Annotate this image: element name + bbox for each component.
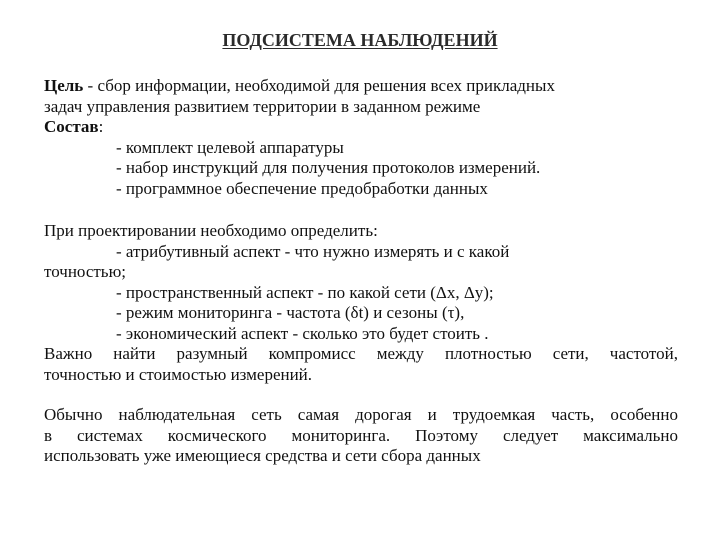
design-item-4: - экономический аспект - сколько это будет стоить . <box>116 323 489 343</box>
composition-item: - комплект целевой аппаратуры <box>116 137 344 157</box>
composition-label: Состав <box>44 117 99 136</box>
goal-line-2: задач управления развитием территории в заданном режиме <box>44 96 481 116</box>
design-conclusion-line-1: Важно найти разумный компромисс между плотностью сети, частотой, <box>44 344 678 363</box>
composition-item: - программное обеспечение предобработки данных <box>116 178 488 198</box>
note-line-1: Обычно наблюдательная сеть самая дорогая и трудоемкая часть, особенно <box>44 405 678 424</box>
goal-label: Цель <box>44 76 84 95</box>
composition-heading <box>44 117 678 138</box>
composition-item: - набор инструкций для получения протоколов измерений. <box>116 158 541 177</box>
goal-text-1: - сбор информации, необходимой для решения всех прикладных <box>83 76 555 95</box>
design-intro: При проектировании необходимо определить: <box>44 221 378 240</box>
page-title: ПОДСИСТЕМА НАБЛЮДЕНИЙ <box>222 30 498 50</box>
design-item-1-line-1: - атрибутивный аспект - что нужно измерять и с какой <box>116 241 510 261</box>
goal-line-1 <box>44 76 678 97</box>
note-line-2: в системах космического мониторинга. Поэтому следует максимально <box>44 425 678 445</box>
design-item-3: - режим мониторинга - частота (δt) и сезоны (τ), <box>116 303 465 322</box>
design-item-2: - пространственный аспект - по какой сети (Δx, Δy); <box>116 282 494 302</box>
slide-body <box>44 76 678 467</box>
design-conclusion-line-2: точностью и стоимостью измерений. <box>44 364 313 384</box>
design-item-1-line-2: точностью; <box>44 262 126 281</box>
composition-suffix: : <box>98 117 104 136</box>
note-line-3: использовать уже имеющиеся средства и сети сбора данных <box>44 446 481 465</box>
